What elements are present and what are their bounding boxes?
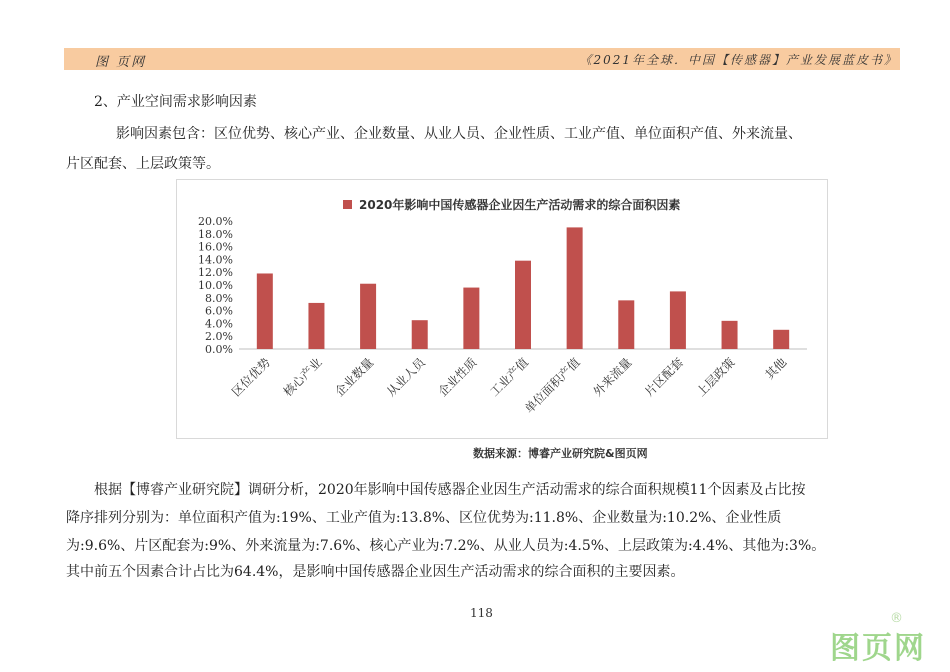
intro-line-1: 影响因素包含：区位优势、核心产业、企业数量、从业人员、企业性质、工业产值、单位面积产值、外来流量、 — [116, 126, 802, 142]
y-tick-label: 6.0% — [205, 304, 233, 318]
bar — [618, 300, 634, 349]
x-tick-label: 片区配套 — [642, 355, 687, 400]
y-tick-label: 14.0% — [198, 253, 233, 267]
analysis-line-4: 其中前五个因素合计占比为64.4%，是影响中国传感器企业因生产活动需求的综合面积的主要因素。 — [66, 564, 685, 580]
x-tick-label: 企业数量 — [332, 355, 377, 400]
y-tick-label: 4.0% — [205, 317, 233, 331]
chart-frame — [176, 179, 828, 439]
x-tick-label: 企业性质 — [435, 355, 480, 400]
bar — [567, 227, 583, 349]
bar — [308, 303, 324, 349]
registered-mark-icon: ® — [890, 611, 903, 626]
y-tick-label: 18.0% — [198, 227, 233, 241]
bar — [360, 284, 376, 349]
x-tick-label: 核心产业 — [280, 355, 325, 400]
section-title: 2、产业空间需求影响因素 — [94, 94, 257, 110]
y-tick-label: 0.0% — [205, 343, 233, 356]
x-tick-label: 工业产值 — [487, 355, 532, 400]
legend-swatch — [343, 200, 352, 209]
chart-title: 2020年影响中国传感器企业因生产活动需求的综合面积因素 — [359, 198, 681, 212]
bar — [463, 288, 479, 349]
x-tick-label: 单位面积产值 — [521, 355, 583, 417]
bar — [773, 330, 789, 349]
x-tick-label: 外来流量 — [590, 355, 635, 400]
chart-source: 数据来源：博睿产业研究院&图页网 — [473, 447, 648, 460]
header-left-title: 图 页网 — [95, 55, 147, 70]
y-tick-label: 8.0% — [205, 291, 233, 305]
bar — [412, 320, 428, 349]
y-tick-label: 2.0% — [205, 330, 233, 344]
bar — [722, 321, 738, 349]
y-tick-label: 10.0% — [198, 279, 233, 292]
bar — [257, 273, 273, 349]
watermark-logo: 图页网 — [830, 631, 926, 666]
x-tick-label: 其他 — [762, 355, 790, 383]
y-tick-label: 16.0% — [198, 240, 233, 254]
x-tick-label: 区位优势 — [229, 355, 273, 400]
analysis-line-2: 降序排列分别为：单位面积产值为:19%、工业产值为:13.8%、区位优势为:11.8%、企业数量为:10.2%、企业性质 — [66, 510, 782, 526]
y-tick-label: 12.0% — [198, 266, 233, 280]
page-number: 118 — [470, 606, 493, 620]
intro-line-2: 片区配套、上层政策等。 — [66, 156, 220, 172]
bar-chart — [177, 180, 827, 438]
x-tick-label: 上层政策 — [693, 355, 738, 400]
analysis-line-3: 为:9.6%、片区配套为:9%、外来流量为:7.6%、核心产业为:7.2%、从业人员为:4.5%、上层政策为:4.4%、其他为:3%。 — [66, 538, 826, 554]
bar — [515, 261, 531, 349]
x-tick-label: 从业人员 — [383, 355, 428, 400]
header-right-title: 《2021年全球．中国【传感器】产业发展蓝皮书》 — [579, 53, 898, 67]
analysis-line-1: 根据【博睿产业研究院】调研分析，2020年影响中国传感器企业因生产活动需求的综合面积规模11个因素及占比按 — [94, 482, 806, 498]
bar — [670, 291, 686, 349]
y-tick-label: 20.0% — [198, 215, 233, 228]
